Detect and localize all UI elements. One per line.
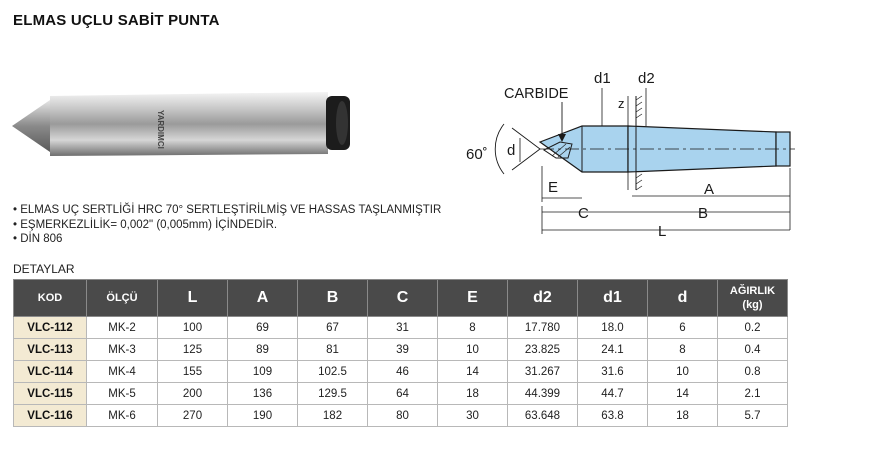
header-e: E [438,280,508,317]
cell-agirlik: 0.8 [718,361,788,383]
cell-kod: VLC-113 [14,339,87,361]
cell-d2: 63.648 [508,405,578,427]
dim-c: C [578,205,589,222]
cell-l: 100 [158,317,228,339]
cell-c: 31 [368,317,438,339]
header-d: d [648,280,718,317]
dim-b: B [698,205,709,222]
dim-z: z [618,96,625,111]
cell-a: 89 [228,339,298,361]
cell-d1: 24.1 [578,339,648,361]
table-row [14,339,788,361]
cell-d1: 18.0 [578,317,648,339]
header-olcu: ÖLÇÜ [87,280,158,317]
header-d1: d1 [578,280,648,317]
cell-b: 129.5 [298,383,368,405]
feature-list [13,203,441,247]
cell-kod: VLC-112 [14,317,87,339]
cell-c: 39 [368,339,438,361]
cell-l: 200 [158,383,228,405]
dim-e: E [548,179,559,196]
header-agirlik: AĞIRLIK (kg) [718,280,788,317]
product-photo [10,82,355,162]
cell-olcu: MK-4 [87,361,158,383]
cell-olcu: MK-3 [87,339,158,361]
cell-e: 14 [438,361,508,383]
cell-agirlik: 5.7 [718,405,788,427]
dim-d1: d1 [594,70,611,87]
table-row [14,383,788,405]
cell-b: 102.5 [298,361,368,383]
table-header-row [14,280,788,317]
cell-d: 18 [648,405,718,427]
cell-d: 14 [648,383,718,405]
cell-e: 10 [438,339,508,361]
header-a: A [228,280,298,317]
page-title: ELMAS UÇLU SABİT PUNTA [13,12,220,29]
cell-agirlik: 0.2 [718,317,788,339]
cell-d1: 31.6 [578,361,648,383]
cell-b: 67 [298,317,368,339]
cell-c: 46 [368,361,438,383]
cell-kod: VLC-116 [14,405,87,427]
dim-d: d [507,142,516,159]
cell-kod: VLC-114 [14,361,87,383]
section-label: DETAYLAR [13,262,75,276]
cell-l: 125 [158,339,228,361]
cell-d2: 31.267 [508,361,578,383]
cell-d2: 44.399 [508,383,578,405]
photo-brand-text: YARDIMCI [156,110,165,149]
table-row [14,361,788,383]
dim-l: L [658,223,667,240]
angle-label: 60˚ [466,146,488,163]
cell-agirlik: 2.1 [718,383,788,405]
cell-olcu: MK-5 [87,383,158,405]
header-b: B [298,280,368,317]
photo-shank [50,92,328,156]
header-l: L [158,280,228,317]
cell-a: 136 [228,383,298,405]
dim-d2: d2 [638,70,655,87]
header-c: C [368,280,438,317]
cell-d2: 17.780 [508,317,578,339]
cell-a: 109 [228,361,298,383]
cell-d1: 63.8 [578,405,648,427]
cell-d: 10 [648,361,718,383]
dim-a: A [704,181,715,198]
cell-c: 80 [368,405,438,427]
cell-d2: 23.825 [508,339,578,361]
feature-item: • EŞMERKEZLİLİK= 0,002" (0,005mm) İÇİNDEDİR. [13,218,441,233]
cell-c: 64 [368,383,438,405]
specs-table [13,279,788,427]
header-d2: d2 [508,280,578,317]
specs-table-body [14,317,788,427]
cell-b: 81 [298,339,368,361]
carbide-label: CARBIDE [504,86,569,102]
feature-item: • ELMAS UÇ SERTLİĞİ HRC 70° SERTLEŞTİRİLMİŞ VE HASSAS TAŞLANMIŞTIR [13,203,441,218]
cell-b: 182 [298,405,368,427]
cell-agirlik: 0.4 [718,339,788,361]
table-row [14,317,788,339]
table-row [14,405,788,427]
cell-a: 69 [228,317,298,339]
photo-tip [12,100,50,152]
feature-item: • DİN 806 [13,232,441,247]
cell-e: 30 [438,405,508,427]
cell-d1: 44.7 [578,383,648,405]
cell-e: 18 [438,383,508,405]
cell-kod: VLC-115 [14,383,87,405]
cell-d: 6 [648,317,718,339]
technical-diagram [460,62,800,240]
cell-e: 8 [438,317,508,339]
header-kod: KOD [14,280,87,317]
cell-d: 8 [648,339,718,361]
cell-l: 270 [158,405,228,427]
cell-l: 155 [158,361,228,383]
cell-a: 190 [228,405,298,427]
cell-olcu: MK-2 [87,317,158,339]
cell-olcu: MK-6 [87,405,158,427]
